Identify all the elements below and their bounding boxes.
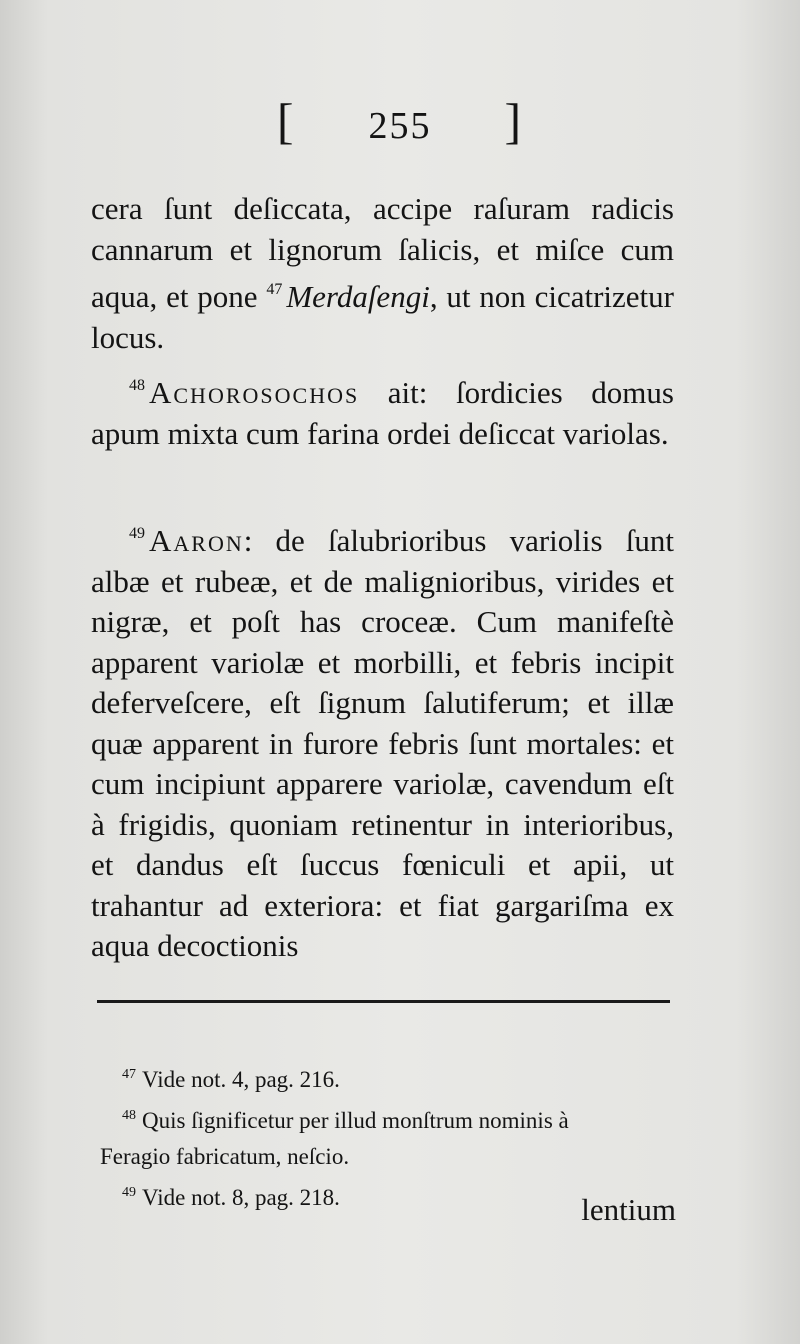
footnote-48	[100, 1098, 680, 1139]
footnote-ref-48: 48	[129, 377, 145, 394]
author-aaron: Aaron	[149, 523, 244, 558]
paragraph-1-text-after: , ut non cicatrizetur locus.	[91, 279, 674, 355]
paragraph-1	[91, 189, 674, 358]
page-header	[0, 92, 800, 150]
footnote-47-number: 47	[122, 1067, 136, 1082]
footnote-divider	[97, 1000, 670, 1003]
term-merdasengi: Merdaſengi	[286, 279, 430, 314]
footnote-ref-47: 47	[266, 281, 283, 298]
footnote-ref-49: 49	[129, 525, 145, 542]
paragraph-3-text: : de ſalubrioribus variolis ſunt albæ et rubeæ, et de malignioribus, virides et nigræ, et poſt has croceæ. Cum manifeſtè apparent variolæ et morbilli, et febris incipit deferveſcere, eſt ſignum ſalutiferum; et illæ quæ apparent in furore febris ſunt mortales: et cum incipiunt apparere variolæ, cavendum eſt à frigidis, quoniam retinentur in interioribus, et dandus eſt ſuccus fœniculi et apii, ut trahantur ad exteriora: et fiat gargariſma ex aqua decoctionis	[91, 523, 674, 963]
author-achorosochos: Achorosochos	[149, 375, 360, 410]
footnote-48-number: 48	[122, 1108, 136, 1123]
footnote-47	[100, 1057, 680, 1098]
catchword: lentium	[581, 1192, 676, 1227]
paragraph-2	[91, 366, 674, 454]
footnote-49-text: Vide not. 8, pag. 218.	[142, 1185, 340, 1210]
close-bracket: ]	[504, 93, 524, 149]
footnote-48-text: Quis ſignificetur per illud monſtrum nominis à	[142, 1108, 569, 1133]
footnote-49-number: 49	[122, 1185, 136, 1200]
paragraph-1-text-before: cera ſunt deſiccata, accipe raſuram radicis cannarum et lignorum ſalicis, et miſce cum aqua, et pone	[91, 191, 674, 314]
page-number: 255	[368, 105, 432, 147]
footnote-48-continuation: Feragio fabricatum, neſcio.	[100, 1144, 350, 1169]
footnote-47-text: Vide not. 4, pag. 216.	[142, 1067, 340, 1092]
paragraph-3	[91, 514, 674, 967]
paragraph-2-text: ait: ſordicies domus apum mixta cum farina ordei deſiccat variolas.	[91, 375, 674, 451]
open-bracket: [	[276, 93, 296, 149]
